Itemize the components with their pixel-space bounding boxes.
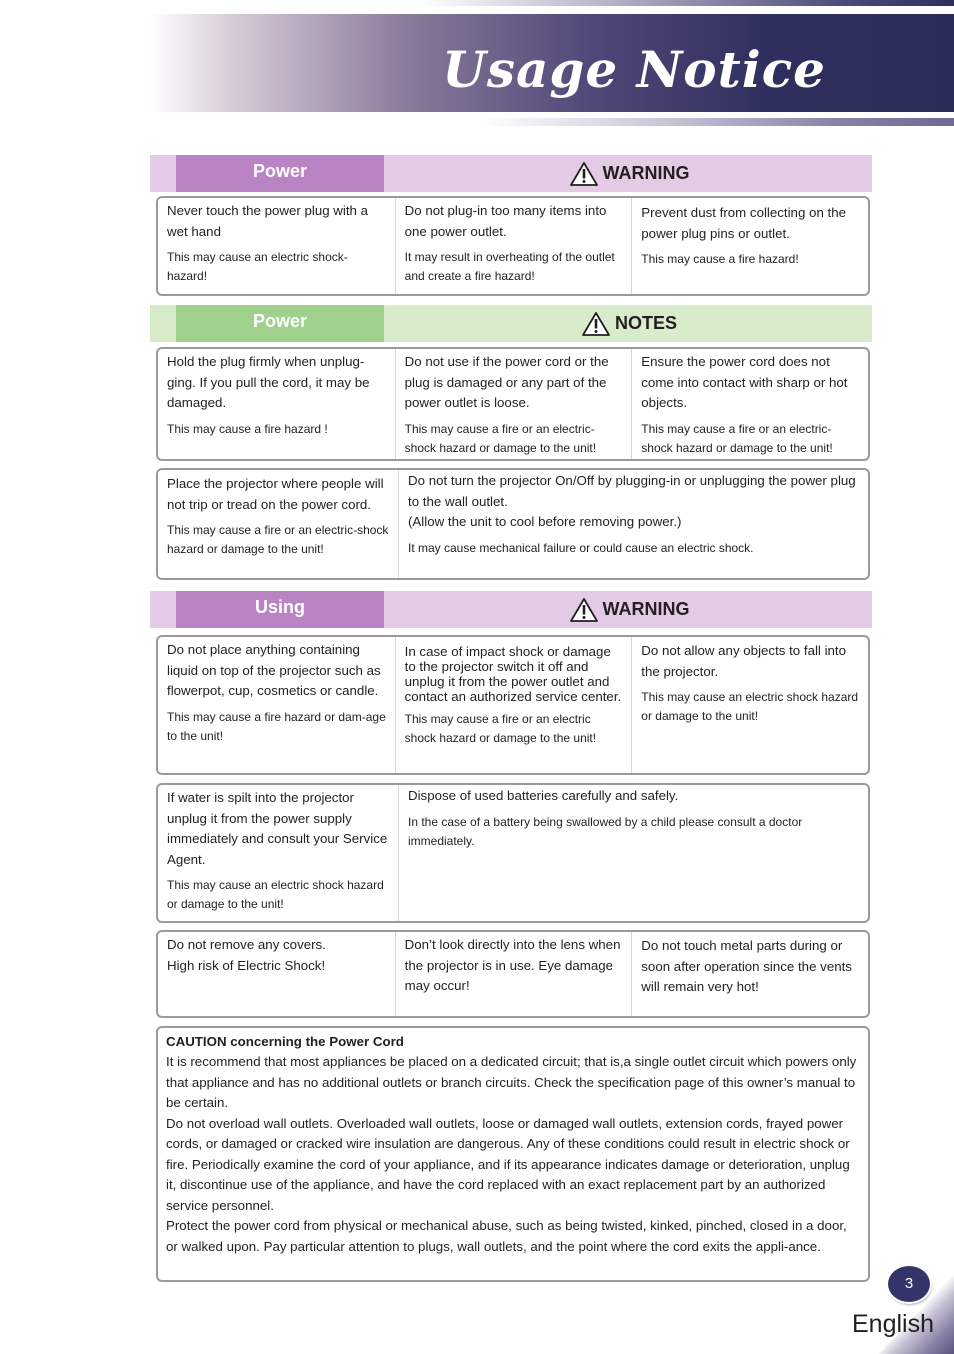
warning-triangle-icon [581,311,611,337]
notice-item [158,785,398,921]
notice-sub: It may result in overheating of the outlet and create a fire hazard! [404,250,615,283]
notice-item [158,349,395,459]
notice-main: Do not touch metal parts during or soon after operation since the vents will remain very hot! [641,938,852,994]
section-category: Using [176,591,384,628]
notice-box-2 [156,347,870,461]
caution-paragraph: Do not overload wall outlets. Overloaded wall outlets, loose or damaged wall outlets, extension cords, frayed power cords, or damaged or cracked wire insulation are dangerous. Any of these conditions could result in electric shock or fire. Periodically examine the cord of your appliance, and if its appearance indicates damage or deterioration, unplug it, discontinue use of the appliance, and have the cord replaced with an exact replacement part by an authorized service personnel. [166,1115,850,1213]
notice-main: Hold the plug firmly when unplug-ging. If you pull the cord, it may be damaged. [167,354,370,410]
warning-triangle-icon [569,597,599,623]
notice-item [158,932,395,1016]
section-heading [386,591,872,628]
notice-sub: It may cause mechanical failure or could cause an electric shock. [408,540,754,555]
notice-main: Do not place anything containing liquid on top of the projector such as flowerpot, cup, cosmetics or candle. [167,642,381,698]
notice-sub: This may cause an electric shock hazard or damage to the unit! [167,878,384,911]
section-heading [386,305,872,342]
notice-sub: This may cause an electric shock-hazard! [167,250,348,283]
notice-box-6 [156,930,870,1018]
warning-triangle-icon [569,161,599,187]
page-title: Usage Notice [442,40,826,99]
notice-item [631,637,868,773]
notice-item [395,198,632,294]
caution-box [156,1026,870,1282]
notice-main: Ensure the power cord does not come into contact with sharp or hot objects. [641,354,848,410]
notice-box-3 [156,468,870,580]
header-thin-band [420,0,954,6]
notice-main: Do not turn the projector On/Off by plugging-in or unplugging the power plug to the wall outlet. [408,473,856,509]
notice-main: Do not use if the power cord or the plug is damaged or any part of the power outlet is loose. [404,354,609,410]
page-number: 3 [888,1266,930,1302]
notice-item [398,470,868,578]
notice-item [395,349,632,459]
notice-box-5 [156,783,870,923]
notice-sub: In the case of a battery being swallowed by a child please consult a doctor immediately. [408,814,803,848]
notice-main: If water is spilt into the projector unplug it from the power supply immediately and consult your Service Agent. [167,790,388,867]
caution-paragraph: Protect the power cord from physical or mechanical abuse, such as being twisted, kinked, pinched, closed in a door, or walked upon. Pay particular attention to plugs, wall outlets, and the point where the cord exits the appli-ance. [166,1218,847,1254]
caution-title: CAUTION concerning the Power Cord [166,1034,404,1049]
notice-sub: This may cause a fire hazard ! [167,421,328,436]
notice-main: Never touch the power plug with a wet hand [167,203,369,239]
notice-main: Do not remove any covers. [167,937,326,952]
section-power-notes [150,305,872,342]
heading-text: NOTES [614,313,677,333]
notice-main-2: (Allow the unit to cool before removing power.) [408,514,682,529]
notice-item [631,932,868,1016]
notice-main: Don’t look directly into the lens when the projector is in use. Eye damage may occur! [404,937,621,993]
caution-paragraph: It is recommend that most appliances be placed on a dedicated circuit; that is,a single outlet circuit which powers only that appliance and has no additional outlets or branch circuits. Check the specification page of this owner’s manual to be certain. [166,1054,857,1110]
notice-main: Dispose of used batteries carefully and safely. [408,788,679,803]
notice-item [631,198,868,294]
section-power-warning [150,155,872,192]
notice-main: Do not allow any objects to fall into the projector. [641,643,847,679]
notice-main: Prevent dust from collecting on the power plug pins or outlet. [641,205,847,241]
notice-main: Do not plug-in too many items into one power outlet. [404,203,607,239]
notice-sub: This may cause a fire or an electric-shock hazard or damage to the unit! [404,421,597,455]
notice-sub: This may cause a fire hazard or dam-age to the unit! [167,709,386,743]
notice-item [158,637,395,773]
section-category: Power [176,155,384,192]
notice-main-2: High risk of Electric Shock! [167,957,326,973]
notice-item [395,932,632,1016]
header-under-band [480,118,954,126]
notice-main: Place the projector where people will not trip or tread on the power cord. [167,476,384,512]
section-heading [386,155,872,192]
notice-item [158,470,398,578]
heading-text: WARNING [602,599,690,619]
notice-sub: This may cause a fire or an electric-shock hazard or damage to the unit! [641,421,833,455]
notice-item [398,785,868,921]
notice-main: In case of impact shock or damage to the projector switch it off and unplug it from the power outlet and contact an authorized service center. [404,644,622,704]
notice-sub: This may cause an electric shock hazard or damage to the unit! [641,690,859,723]
notice-item [631,349,868,459]
notice-item [158,198,395,294]
notice-sub: This may cause a fire or an electric-shock hazard or damage to the unit! [167,523,389,556]
language-label: English [852,1310,934,1338]
section-using-warning [150,591,872,628]
notice-sub: This may cause a fire or an electric shock hazard or damage to the unit! [404,712,597,745]
heading-text: WARNING [602,163,690,183]
section-category: Power [176,305,384,342]
notice-box-4 [156,635,870,775]
notice-box-1 [156,196,870,296]
notice-sub: This may cause a fire hazard! [641,252,799,266]
notice-item [395,637,632,773]
